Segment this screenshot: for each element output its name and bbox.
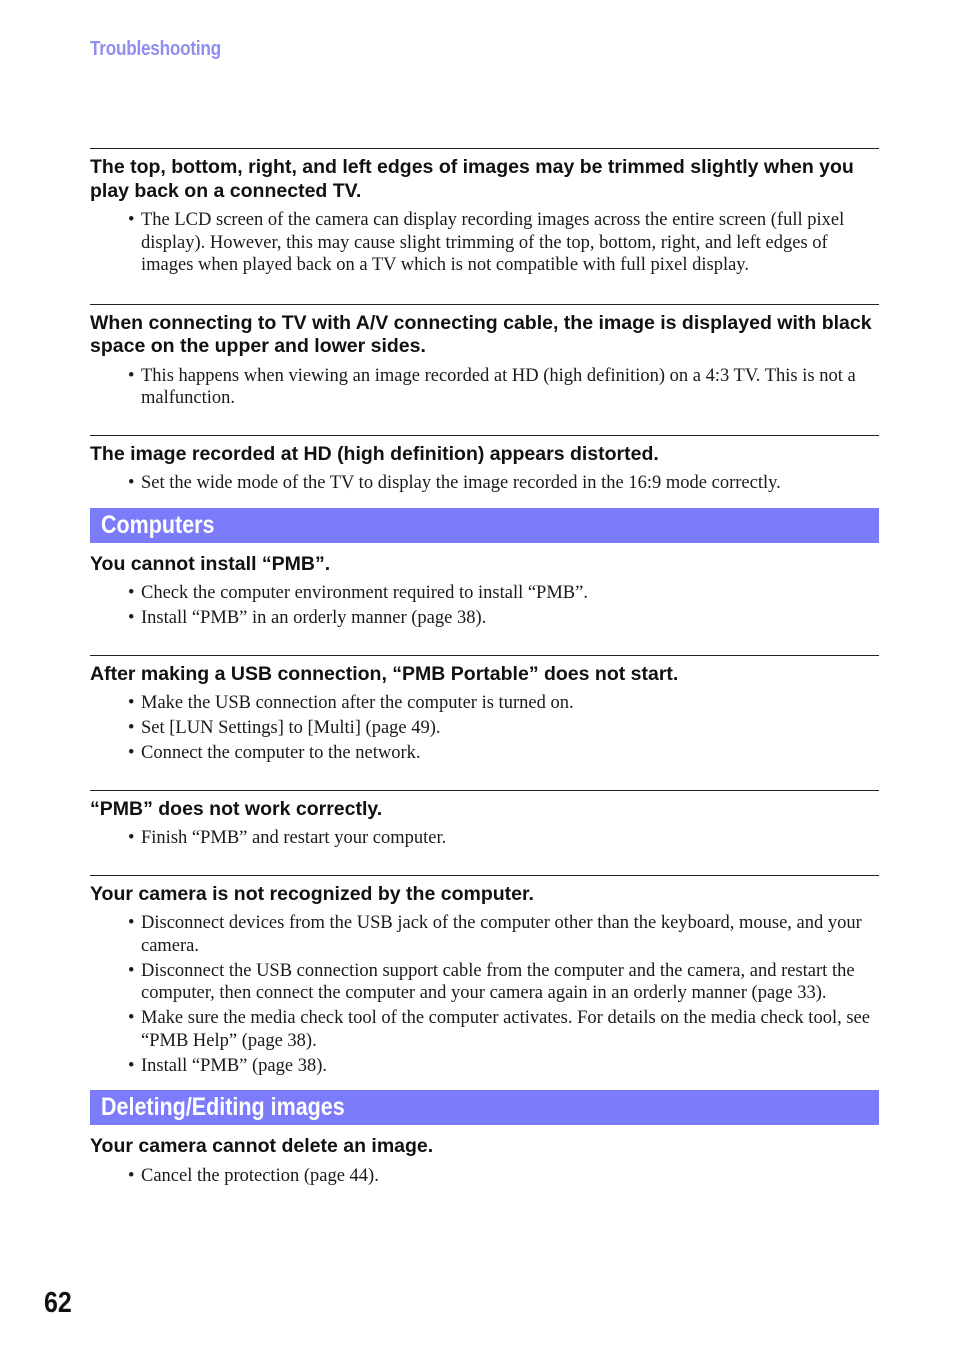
- bullet-item: • Finish “PMB” and restart your computer.: [141, 827, 879, 850]
- bullet-item: • Set [LUN Settings] to [Multi] (page 49).: [141, 717, 879, 740]
- topic-install-pmb: [90, 553, 879, 630]
- bullet-list: [90, 582, 879, 630]
- bullet-item: • Disconnect the USB connection support cable from the computer and the camera, and restart the computer, then connect the computer and your camera again in an orderly manner (page 33).: [141, 960, 879, 1005]
- section-banner-deleting: [90, 1090, 879, 1125]
- bullet-item: • The LCD screen of the camera can display recording images across the entire screen (full pixel display). However, this may cause slight trimming of the top, bottom, right, and left edges of images when played back on a TV which is not compatible with full pixel display.: [141, 209, 879, 277]
- bullet-item: • Make the USB connection after the computer is turned on.: [141, 692, 879, 715]
- section-title: Computers: [101, 510, 215, 539]
- bullet-list: [90, 692, 879, 765]
- topic-heading: You cannot install “PMB”.: [90, 552, 331, 575]
- section-title: Deleting/Editing images: [101, 1093, 345, 1121]
- section-banner-computers: [90, 508, 879, 543]
- bullet-item: • Install “PMB” (page 38).: [141, 1055, 879, 1078]
- bullet-list: [90, 1165, 879, 1188]
- topic-camera-not-recognized: [90, 875, 879, 1078]
- bullet-list: [90, 209, 879, 277]
- bullet-item: • Cancel the protection (page 44).: [141, 1165, 879, 1188]
- bullet-list: [90, 472, 879, 495]
- topic-heading: Your camera cannot delete an image.: [90, 1135, 434, 1157]
- bullet-item: • Check the computer environment required to install “PMB”.: [141, 582, 879, 605]
- topic-tv-distorted: [90, 435, 879, 495]
- topic-cannot-delete: [90, 1135, 879, 1187]
- topic-pmb-not-working: [90, 790, 879, 850]
- bullet-list: [90, 365, 879, 410]
- topic-tv-trimming: [90, 148, 879, 277]
- topic-heading: The image recorded at HD (high definition) appears distorted.: [90, 442, 659, 465]
- topic-pmb-portable: [90, 655, 879, 765]
- bullet-item: • This happens when viewing an image recorded at HD (high definition) on a 4:3 TV. This is not a malfunction.: [141, 365, 879, 410]
- page-content: [90, 148, 879, 1190]
- topic-heading: “PMB” does not work correctly.: [90, 797, 383, 820]
- bullet-item: • Set the wide mode of the TV to display the image recorded in the 16:9 mode correctly.: [141, 472, 879, 495]
- topic-heading: After making a USB connection, “PMB Portable” does not start.: [90, 662, 679, 685]
- running-head: Troubleshooting: [90, 38, 221, 60]
- bullet-list: [90, 912, 879, 1077]
- topic-heading: Your camera is not recognized by the computer.: [90, 882, 534, 905]
- bullet-list: [90, 827, 879, 850]
- page-number: 62: [44, 1287, 72, 1319]
- topic-heading: When connecting to TV with A/V connecting cable, the image is displayed with black space on the upper and lower sides.: [90, 311, 872, 357]
- topic-heading: The top, bottom, right, and left edges of images may be trimmed slightly when you play back on a connected TV.: [90, 156, 854, 202]
- topic-tv-black-space: [90, 304, 879, 410]
- bullet-item: • Make sure the media check tool of the computer activates. For details on the media check tool, see “PMB Help” (page 38).: [141, 1007, 879, 1052]
- bullet-item: • Install “PMB” in an orderly manner (page 38).: [141, 607, 879, 630]
- bullet-item: • Disconnect devices from the USB jack of the computer other than the keyboard, mouse, and your camera.: [141, 912, 879, 957]
- bullet-item: • Connect the computer to the network.: [141, 742, 879, 765]
